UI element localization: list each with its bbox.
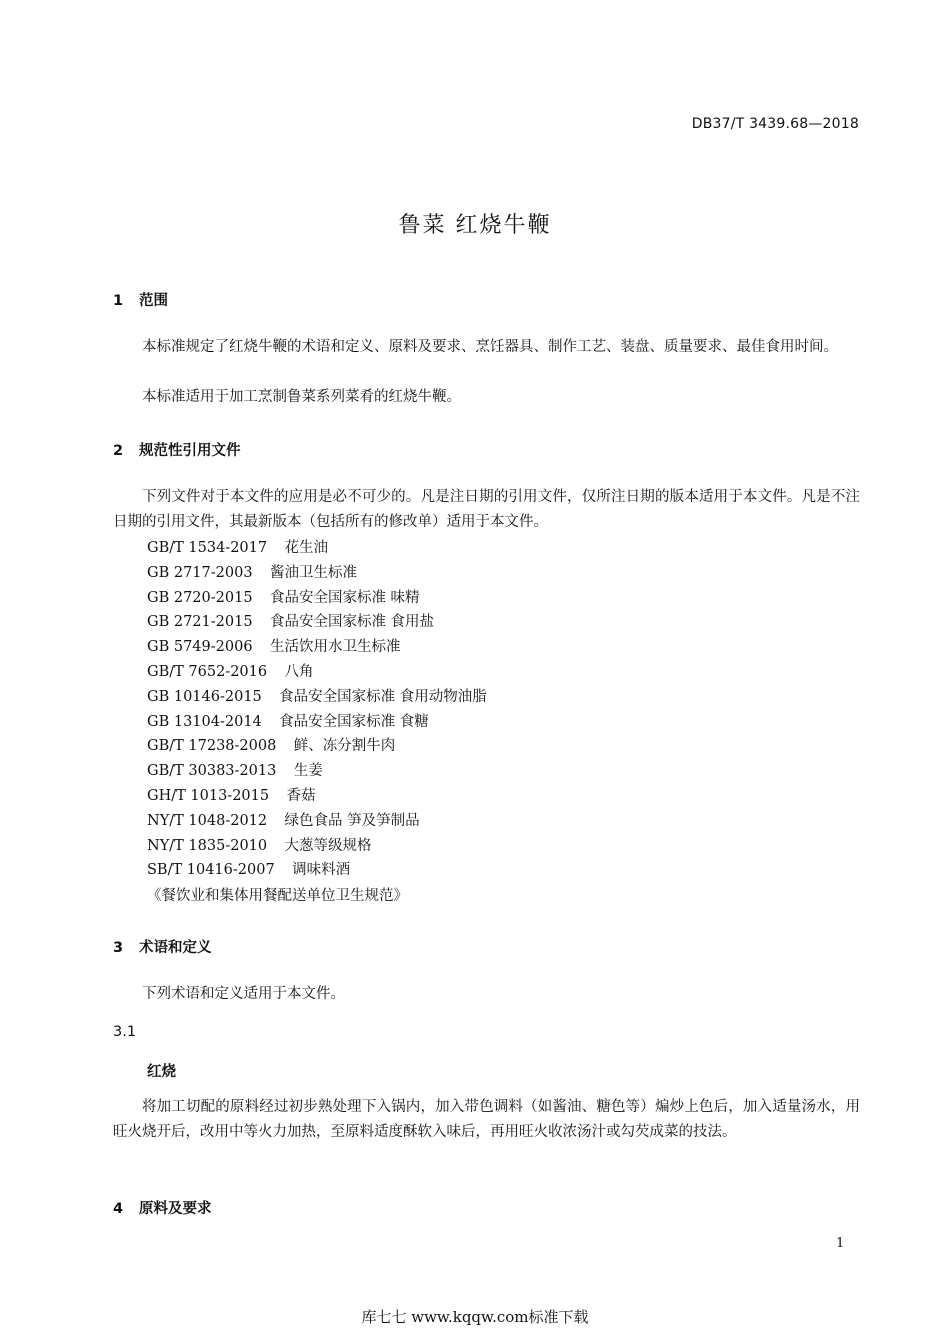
subsection-number: 3.1 bbox=[113, 1024, 137, 1040]
section-3-heading bbox=[113, 936, 212, 957]
reference-item-last: 《餐饮业和集体用餐配送单位卫生规范》 bbox=[147, 888, 408, 904]
reference-item bbox=[147, 660, 314, 681]
reference-code: GB 2720-2015 bbox=[147, 589, 253, 606]
reference-code: GB 2717-2003 bbox=[147, 564, 253, 581]
reference-name: 食品安全国家标准 食用盐 bbox=[269, 614, 435, 631]
reference-item bbox=[147, 610, 434, 631]
section-number: 1 bbox=[113, 293, 124, 309]
section-number: 2 bbox=[113, 443, 124, 459]
reference-code: GB/T 17238-2008 bbox=[147, 738, 277, 755]
reference-item bbox=[147, 784, 316, 805]
reference-code: GB 13104-2014 bbox=[147, 713, 262, 730]
reference-name: 食品安全国家标准 食糖 bbox=[279, 713, 429, 730]
section-number: 3 bbox=[113, 940, 124, 956]
section-title: 范围 bbox=[139, 293, 168, 309]
reference-code: NY/T 1835-2010 bbox=[147, 837, 268, 854]
reference-name: 生姜 bbox=[293, 763, 323, 780]
reference-item bbox=[147, 561, 357, 582]
reference-name: 食品安全国家标准 味精 bbox=[269, 589, 420, 606]
reference-code: GB/T 30383-2013 bbox=[147, 763, 277, 780]
reference-code: GB 10146-2015 bbox=[147, 688, 262, 705]
reference-name: 八角 bbox=[284, 664, 314, 680]
reference-name: 花生油 bbox=[284, 540, 328, 556]
scope-paragraph-1: 本标准规定了红烧牛鞭的术语和定义、原料及要求、烹饪器具、制作工艺、装盘、质量要求、最佳食用时间。 bbox=[142, 339, 838, 355]
section-title: 规范性引用文件 bbox=[139, 443, 241, 459]
reference-name: 食品安全国家标准 食用动物油脂 bbox=[279, 688, 487, 705]
reference-code: GB/T 7652-2016 bbox=[147, 664, 268, 680]
terms-intro: 下列术语和定义适用于本文件。 bbox=[142, 986, 345, 1002]
term-name: 红烧 bbox=[147, 1064, 176, 1080]
reference-name: 调味料酒 bbox=[292, 862, 351, 879]
reference-item bbox=[147, 635, 400, 656]
references-intro: 下列文件对于本文件的应用是必不可少的。凡是注日期的引用文件，仅所注日期的版本适用于本文件。凡是不注日期的引用文件，其最新版本（包括所有的修改单）适用于本文件。 bbox=[113, 489, 860, 530]
reference-item bbox=[147, 586, 420, 607]
reference-item bbox=[147, 710, 429, 731]
reference-name: 酱油卫生标准 bbox=[269, 564, 357, 581]
reference-code: GB 2721-2015 bbox=[147, 614, 253, 631]
section-title: 术语和定义 bbox=[139, 940, 212, 956]
reference-name: 鲜、冻分割牛肉 bbox=[293, 738, 396, 755]
reference-item bbox=[147, 536, 328, 557]
reference-code: GH/T 1013-2015 bbox=[147, 788, 270, 804]
reference-code: GB 5749-2006 bbox=[147, 639, 253, 656]
page-number: 1 bbox=[836, 1236, 845, 1251]
reference-item bbox=[147, 734, 395, 755]
reference-name: 生活饮用水卫生标准 bbox=[269, 639, 401, 656]
section-number: 4 bbox=[113, 1201, 124, 1217]
reference-item bbox=[147, 759, 323, 780]
document-title: 鲁菜 红烧牛鞭 bbox=[398, 213, 552, 238]
reference-item bbox=[147, 809, 420, 830]
reference-code: GB/T 1534-2017 bbox=[147, 540, 268, 556]
reference-code: NY/T 1048-2012 bbox=[147, 812, 268, 829]
document-code: DB37/T 3439.68—2018 bbox=[691, 116, 859, 132]
section-title: 原料及要求 bbox=[139, 1201, 212, 1217]
reference-code: SB/T 10416-2007 bbox=[147, 862, 275, 879]
reference-name: 绿色食品 笋及笋制品 bbox=[284, 812, 420, 829]
reference-item bbox=[147, 685, 487, 706]
reference-item bbox=[147, 858, 350, 879]
reference-item bbox=[147, 834, 372, 855]
section-4-heading bbox=[113, 1197, 212, 1218]
scope-paragraph-2: 本标准适用于加工烹制鲁菜系列菜肴的红烧牛鞭。 bbox=[142, 389, 461, 405]
reference-name: 香菇 bbox=[286, 788, 316, 804]
section-2-heading bbox=[113, 439, 241, 460]
footer-watermark: 库七七 www.kqqw.com标准下载 bbox=[361, 1308, 589, 1326]
term-definition: 将加工切配的原料经过初步熟处理下入锅内，加入带色调料（如酱油、糖色等）煸炒上色后，加入适量汤水，用旺火烧开后，改用中等火力加热，至原料适度酥软入味后，再用旺火收浓汤汁或勾芡成菜的技法。 bbox=[113, 1099, 860, 1140]
section-1-heading bbox=[113, 289, 168, 310]
reference-name: 大葱等级规格 bbox=[284, 837, 372, 854]
